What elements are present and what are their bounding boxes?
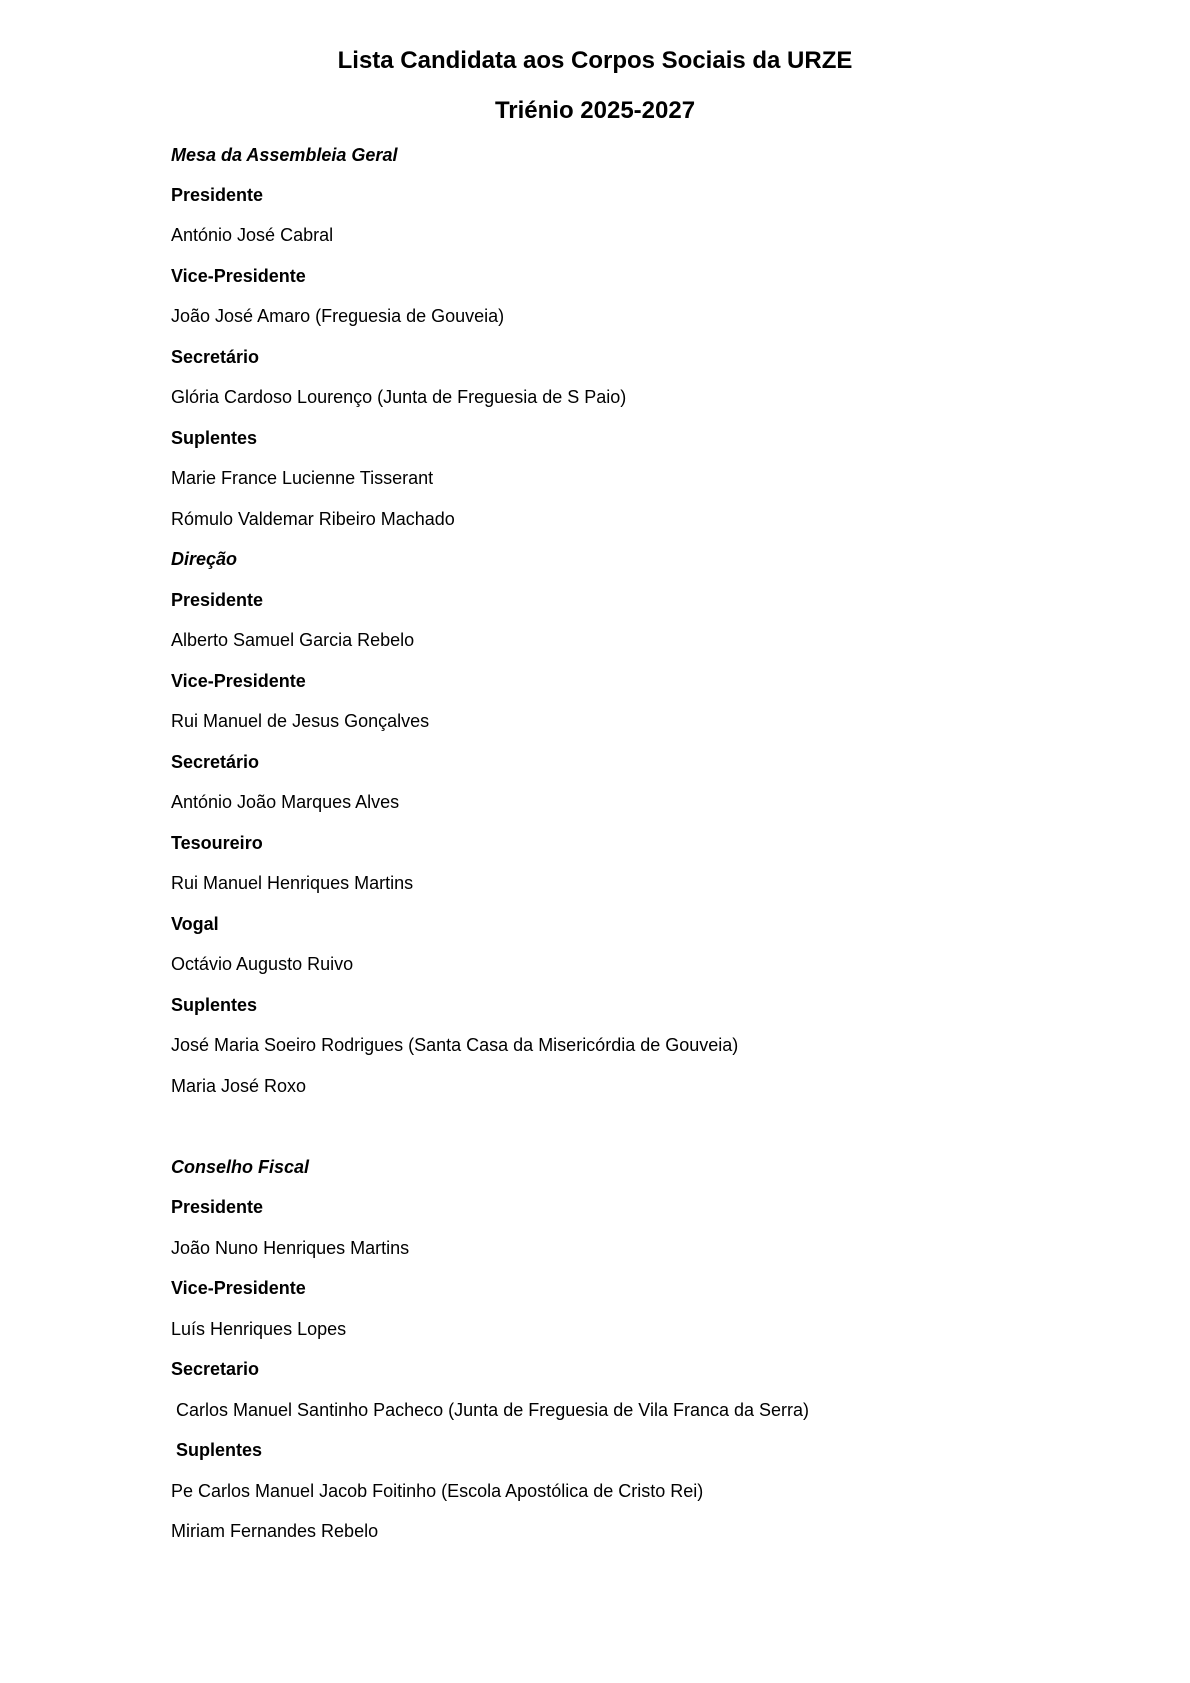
role-label: Tesoureiro: [171, 833, 263, 853]
member-name: Rómulo Valdemar Ribeiro Machado: [171, 509, 455, 529]
role-label: Suplentes: [171, 428, 258, 448]
member-name: António João Marques Alves: [171, 792, 400, 812]
role-label: Secretário: [171, 752, 260, 772]
role-label: Secretário: [171, 347, 260, 367]
section-heading-conselho: Conselho Fiscal: [171, 1157, 310, 1177]
role-label: Presidente: [171, 1197, 264, 1217]
member-name: António José Cabral: [171, 225, 334, 245]
section-heading-mesa: Mesa da Assembleia Geral: [171, 145, 398, 165]
member-name: Pe Carlos Manuel Jacob Foitinho (Escola Apostólica de Cristo Rei): [171, 1481, 704, 1501]
role-label: Presidente: [171, 590, 264, 610]
member-name: Alberto Samuel Garcia Rebelo: [171, 630, 415, 650]
member-name: Octávio Augusto Ruivo: [171, 954, 354, 974]
member-name: José Maria Soeiro Rodrigues (Santa Casa da Misericórdia de Gouveia): [171, 1035, 739, 1055]
role-label: Secretario: [171, 1359, 260, 1379]
member-name: João Nuno Henriques Martins: [171, 1238, 410, 1258]
member-name: Luís Henriques Lopes: [171, 1319, 347, 1339]
member-name: Maria José Roxo: [171, 1076, 307, 1096]
role-label: Suplentes: [171, 995, 258, 1015]
role-label: Suplentes: [176, 1440, 263, 1460]
member-name: Carlos Manuel Santinho Pacheco (Junta de Freguesia de Vila Franca da Serra): [176, 1400, 810, 1420]
document-subtitle: Triénio 2025-2027: [494, 97, 696, 124]
member-name: Rui Manuel de Jesus Gonçalves: [171, 711, 430, 731]
member-name: Rui Manuel Henriques Martins: [171, 873, 414, 893]
role-label: Vogal: [171, 914, 219, 934]
member-name: Miriam Fernandes Rebelo: [171, 1521, 379, 1541]
role-label: Vice-Presidente: [171, 266, 306, 286]
member-name: João José Amaro (Freguesia de Gouveia): [171, 306, 505, 326]
document-title: Lista Candidata aos Corpos Sociais da URZE: [337, 47, 853, 74]
member-name: Glória Cardoso Lourenço (Junta de Freguesia de S Paio): [171, 387, 627, 407]
member-name: Marie France Lucienne Tisserant: [171, 468, 434, 488]
role-label: Vice-Presidente: [171, 671, 306, 691]
section-heading-direcao: Direção: [171, 549, 238, 569]
role-label: Presidente: [171, 185, 264, 205]
role-label: Vice-Presidente: [171, 1278, 306, 1298]
